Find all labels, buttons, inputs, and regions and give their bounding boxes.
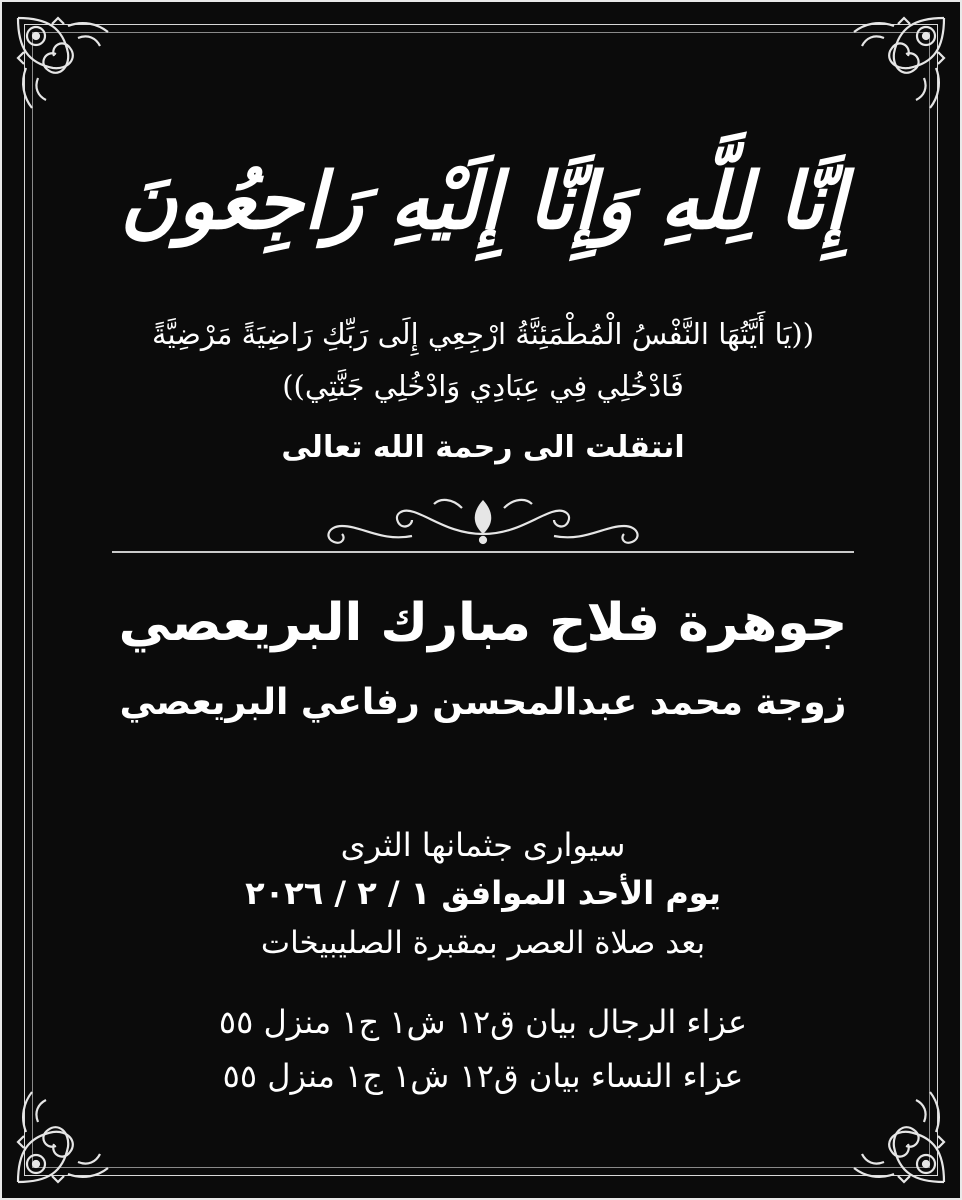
spouse-line: زوجة محمد عبدالمحسن رفاعي البريعصي [119, 682, 847, 723]
condolence-men: عزاء الرجال بيان ق١٢ ش١ ج١ منزل ٥٥ [218, 1003, 748, 1041]
corner-ornament-icon [834, 8, 954, 128]
burial-line: سيوارى جثمانها الثرى [340, 826, 626, 864]
ornamental-divider-icon [2, 490, 962, 570]
burial-date: يوم الأحد الموافق ١ / ٢ / ٢٠٢٦ [245, 874, 721, 912]
burial-location: بعد صلاة العصر بمقبرة الصليبيخات [260, 925, 706, 961]
istirja-calligraphy: إِنَّا لِلَّهِ وَإِنَّا إِلَيْهِ رَاجِعُونَ [120, 156, 846, 247]
quran-verse: ((يَا أَيَّتُهَا النَّفْسُ الْمُطْمَئِنَّةُ ارْجِعِي إِلَى رَبِّكِ رَاضِيَةً مَرْضِيَّةً فَادْخُلِي فِي عِبَادِي وَادْخُلِي جَنَّتِي)) [151, 317, 815, 403]
corner-ornament-icon [8, 8, 128, 128]
condolence-women: عزاء النساء بيان ق١٢ ش١ ج١ منزل ٥٥ [222, 1057, 744, 1095]
passed-away-line: انتقلت الى رحمة الله تعالى [281, 430, 685, 465]
deceased-name: جوهرة فلاح مبارك البريعصي [118, 593, 848, 653]
